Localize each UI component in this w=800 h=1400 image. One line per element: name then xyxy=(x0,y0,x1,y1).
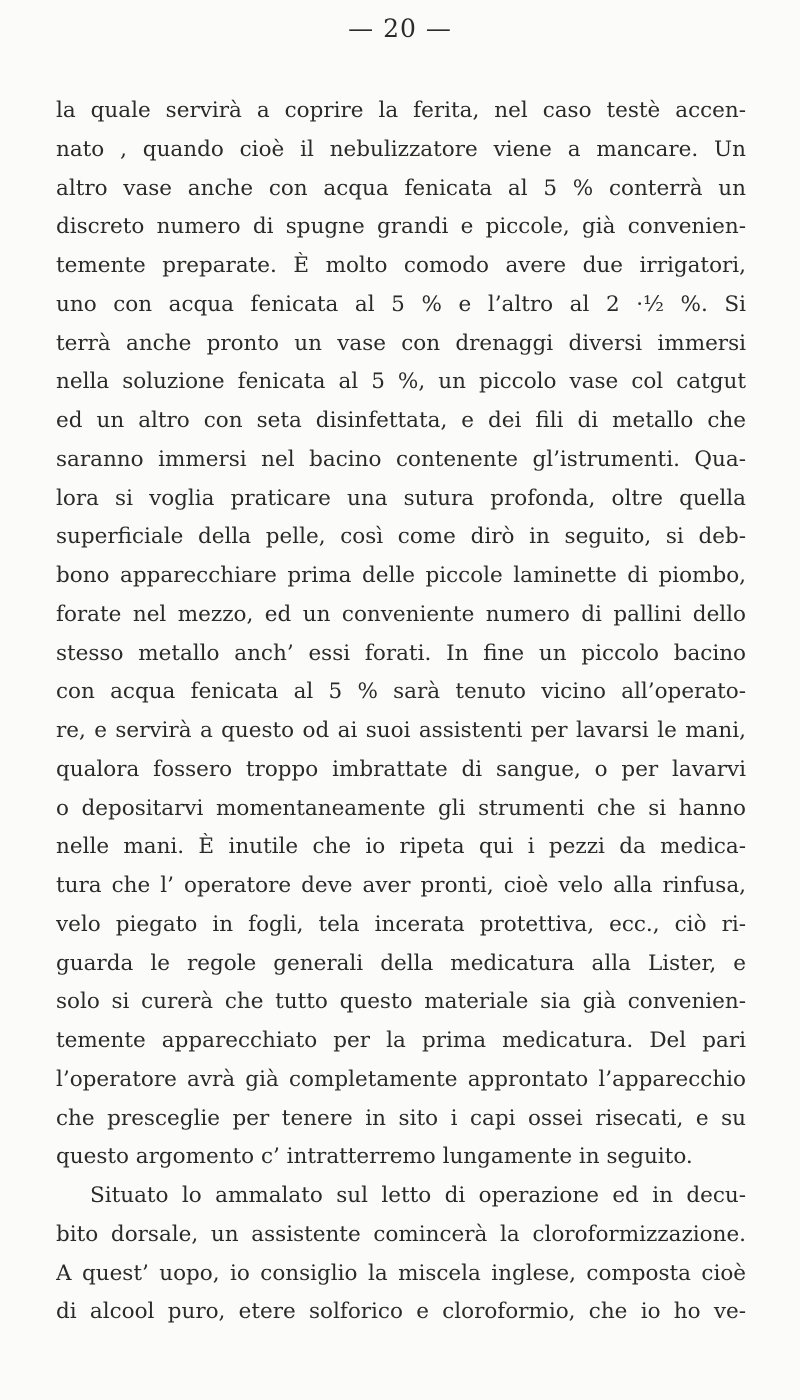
text-line: bito dorsale, un assistente comincerà la cloroformizzazione. xyxy=(56,1221,746,1247)
text-line: nato , quando cioè il nebulizzatore viene a mancare. Un xyxy=(56,136,746,162)
text-line: stesso metallo anch’ essi forati. In fine un piccolo bacino xyxy=(56,640,746,666)
text-line: nelle mani. È inutile che io ripeta qui i pezzi da medica- xyxy=(56,834,746,860)
text-line: tura che l’ operatore deve aver pronti, cioè velo alla rinfusa, xyxy=(56,873,746,898)
text-line: A quest’ uopo, io consiglio la miscela inglese, composta cioè xyxy=(56,1260,746,1286)
text-line: ed un altro con seta disinfettata, e dei fili di metallo che xyxy=(56,408,746,433)
text-line: bono apparecchiare prima delle piccole laminette di piombo, xyxy=(56,563,746,588)
text-line: lora si voglia praticare una sutura profonda, oltre quella xyxy=(56,485,746,511)
text-line: nella soluzione fenicata al 5 %, un piccolo vase col catgut xyxy=(56,369,746,395)
text-line: di alcool puro, etere solforico e cloroformio, che io ho ve- xyxy=(56,1299,746,1325)
page-number: — 20 — xyxy=(348,14,452,43)
text-line: questo argomento c’ intratterremo lungamente in seguito. xyxy=(56,1144,693,1170)
text-line: superficiale della pelle, così come dirò in seguito, si deb- xyxy=(56,524,746,550)
text-line: che presceglie per tenere in sito i capi ossei risecati, e su xyxy=(56,1105,746,1131)
text-line: con acqua fenicata al 5 % sarà tenuto vicino all’operato- xyxy=(56,679,746,705)
text-line: guarda le regole generali della medicatura alla Lister, e xyxy=(56,950,746,976)
text-line: temente apparecchiato per la prima medicatura. Del pari xyxy=(56,1028,746,1053)
text-line: velo piegato in fogli, tela incerata protettiva, ecc., ciò ri- xyxy=(56,911,746,937)
text-line: la quale servirà a coprire la ferita, nel caso testè accen- xyxy=(56,98,746,123)
text-line: terrà anche pronto un vase con drenaggi diversi immersi xyxy=(56,330,746,356)
text-line: saranno immersi nel bacino contenente gl’istrumenti. Qua- xyxy=(56,446,746,472)
text-line: Situato lo ammalato sul letto di operazione ed in decu- xyxy=(90,1183,746,1208)
text-line: discreto numero di spugne grandi e piccole, già convenien- xyxy=(56,214,746,240)
text-line: solo si curerà che tutto questo materiale sia già convenien- xyxy=(56,989,746,1015)
text-line: temente preparate. È molto comodo avere due irrigatori, xyxy=(56,253,746,278)
text-line: qualora fossero troppo imbrattate di sangue, o per lavarvi xyxy=(56,756,746,782)
text-line: re, e servirà a questo od ai suoi assistenti per lavarsi le mani, xyxy=(56,718,746,743)
text-line: altro vase anche con acqua fenicata al 5 % conterrà un xyxy=(56,175,746,201)
text-line: l’operatore avrà già completamente approntato l’apparecchio xyxy=(56,1066,746,1092)
text-line: o depositarvi momentaneamente gli strumenti che si hanno xyxy=(56,795,746,821)
body-text xyxy=(56,92,746,1332)
text-line: forate nel mezzo, ed un conveniente numero di pallini dello xyxy=(56,601,746,627)
text-line: uno con acqua fenicata al 5 % e l’altro al 2 ·½ %. Si xyxy=(56,291,746,317)
